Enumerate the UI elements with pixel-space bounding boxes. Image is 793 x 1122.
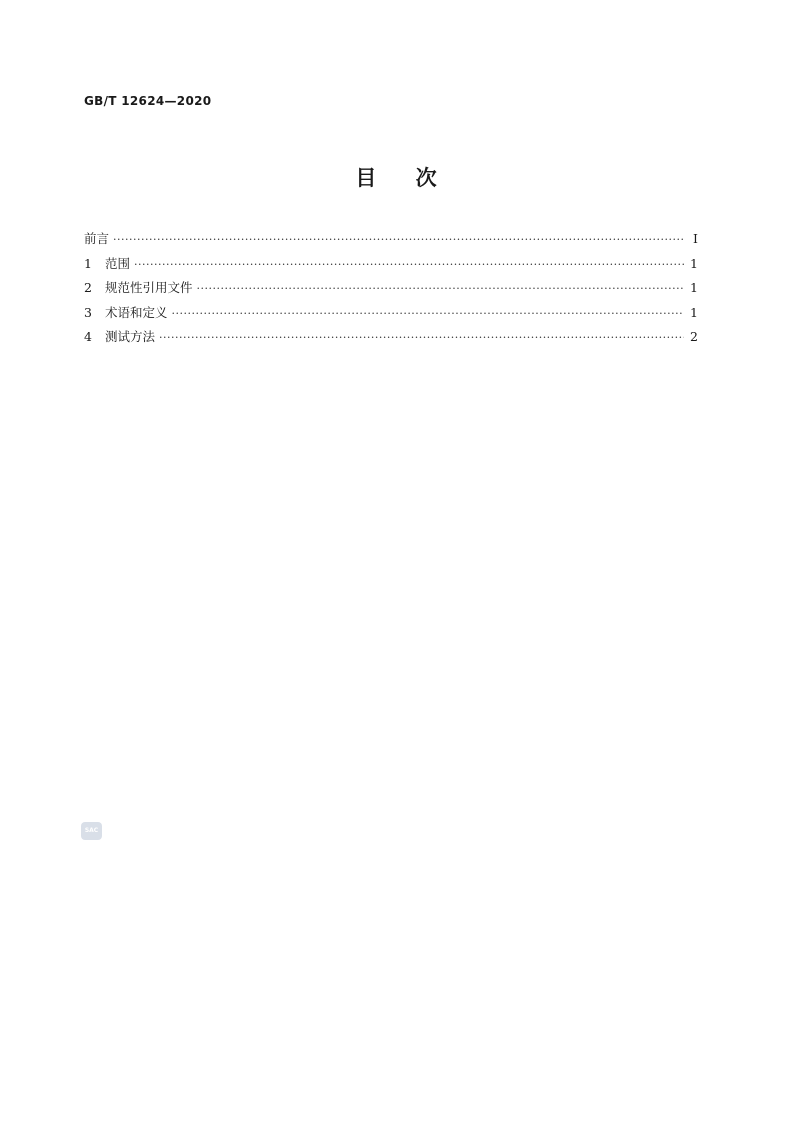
- toc-entry-page: 2: [690, 329, 698, 344]
- toc-entry[interactable]: [84, 229, 698, 254]
- toc-leader-dots: [134, 258, 684, 271]
- toc-entry-label: 规范性引用文件: [105, 280, 193, 295]
- standard-code: GB/T 12624—2020: [84, 94, 212, 108]
- toc-leader-dots: [197, 282, 684, 295]
- toc-entry-label: 测试方法: [105, 329, 156, 344]
- toc-entry-label: 术语和定义: [105, 304, 168, 320]
- toc-leader-dots: [113, 233, 684, 246]
- toc-entry-number: 4: [84, 329, 92, 344]
- toc-entry-page: I: [693, 231, 698, 246]
- toc-entry-page: 1: [690, 255, 698, 271]
- toc-entry[interactable]: [84, 303, 698, 328]
- sac-watermark-logo: SAC: [81, 822, 102, 840]
- toc-entry-label: 前言: [84, 231, 110, 246]
- toc-entry-page: 1: [690, 280, 698, 295]
- toc-entry-number: 2: [84, 280, 92, 295]
- toc-list: [84, 229, 698, 352]
- toc-leader-dots: [172, 307, 684, 320]
- toc-entry-page: 1: [690, 304, 698, 320]
- toc-entry-label: 范围: [105, 255, 131, 271]
- toc-entry[interactable]: [84, 254, 698, 279]
- toc-leader-dots: [159, 331, 684, 344]
- toc-entry[interactable]: [84, 278, 698, 303]
- toc-entry-number: 3: [84, 304, 92, 320]
- toc-title: 目 次: [355, 166, 438, 190]
- toc-entry-number: 1: [84, 255, 92, 271]
- toc-entry[interactable]: [84, 327, 698, 352]
